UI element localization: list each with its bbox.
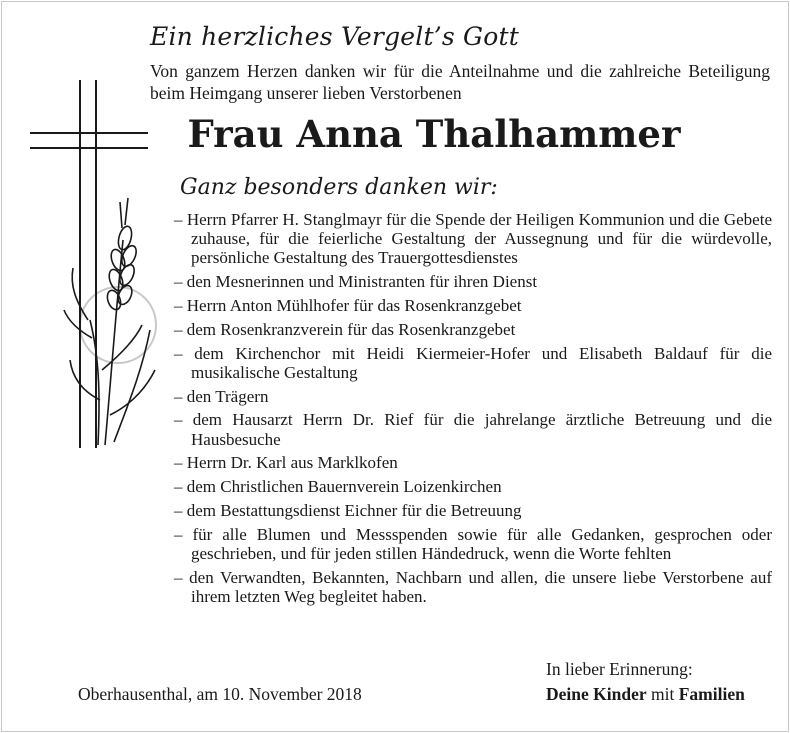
thanks-list [174, 210, 772, 611]
thanks-item: – den Trägern [174, 386, 269, 406]
thanks-item: – dem Christlichen Bauernverein Loizenkirchen [174, 477, 502, 497]
thanks-item: – dem Bestattungsdienst Eichner für die Betreuung [174, 500, 522, 520]
wheat-icon [64, 198, 155, 445]
thanks-item: – Herrn Dr. Karl aus Marklkofen [174, 453, 398, 473]
thanks-item: – für alle Blumen und Messspenden sowie für alle Gedanken, gesprochen oder geschrieben, und für jeden stillen Händedruck, wenn die Worte fehlten [174, 524, 772, 563]
signature-connector: mit [646, 684, 679, 704]
thanks-item: – dem Kirchenchor mit Heidi Kiermeier-Hofer und Elisabeth Baldauf für die musikalische Gestaltung [174, 343, 772, 382]
signature-children: Deine Kinder [546, 684, 647, 704]
thanks-item: – dem Rosenkranzverein für das Rosenkranzgebet [174, 319, 516, 339]
thanks-item: – Herrn Anton Mühlhofer für das Rosenkranzgebet [174, 296, 522, 315]
thanks-item: – den Verwandten, Bekannten, Nachbarn und allen, die unsere liebe Verstorbene auf ihrem letzten Weg begleitet haben. [174, 567, 772, 606]
thanks-item: – dem Hausarzt Herrn Dr. Rief für die jahrelange ärztliche Betreuung und die Hausbesuche [174, 410, 772, 449]
signature [546, 684, 745, 705]
thanks-item: – den Mesnerinnen und Ministranten für ihren Dienst [174, 272, 538, 292]
thanks-subheading: Ganz besonders danken wir: [180, 175, 498, 200]
thanks-item: – Herrn Pfarrer H. Stanglmayr für die Spende der Heiligen Kommunion und die Gebete zuhause, für die feierliche Gestaltung der Aussegnung und für die würdevolle, persönliche Gestaltung des Trauergottesdienstes [174, 210, 772, 268]
heading-thanks: Ein herzliches Vergelt’s Gott [150, 22, 519, 51]
closing-line: In lieber Erinnerung: [546, 659, 693, 679]
deceased-name: Frau Anna Thalhammer [187, 112, 681, 156]
place-date: Oberhausenthal, am 10. November 2018 [78, 684, 362, 704]
signature-families: Familien [678, 684, 745, 704]
intro-text: Von ganzem Herzen danken wir für die Anteilnahme und die zahlreiche Beteiligung beim Heimgang unserer lieben Verstorbenen [150, 61, 770, 103]
